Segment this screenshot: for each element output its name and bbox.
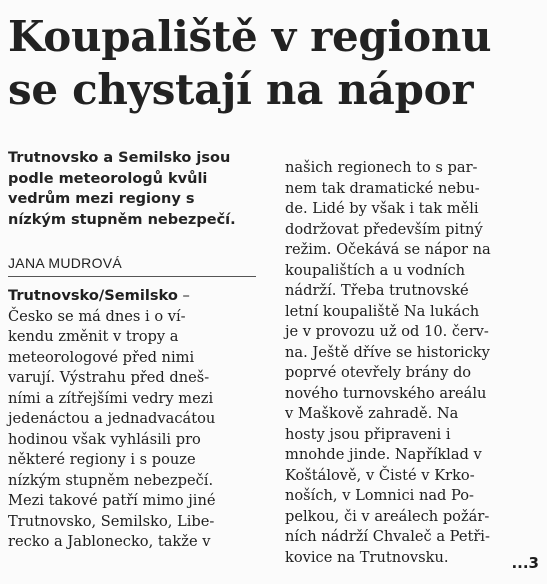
body-line: na. Ještě dříve se historicky [285,343,490,361]
article-lead [8,148,270,230]
body-line: hosty jsou připraveni i [285,425,451,443]
body-line: nového turnovského areálu [285,384,487,402]
body-line: ními a zítřejšími vedry mezi [8,389,214,407]
body-line: poprvé otevřely brány do [285,364,472,381]
lead-line: nízkým stupněm nebezpečí. [8,211,236,228]
body-line: dodržovat především pitný [285,220,483,238]
body-line: nádrží. Třeba trutnovské [285,282,469,299]
lead-line: vedrům mezi regiony s [8,191,195,207]
body-line: kovice na Trutnovsku. [285,548,449,566]
body-line: Koštálově, v Čisté v Krko- [285,466,475,484]
body-line: varují. Výstrahu před dneš- [8,369,210,386]
body-line: kendu změnit v tropy a [8,328,179,345]
body-line: je v provozu už od 10. červ- [285,323,489,340]
article-column-right [285,158,543,568]
dateline-dash: – [177,287,190,304]
body-line: režim. Očekává se nápor na [285,241,491,258]
body-line: koupalištích a u vodních [285,261,466,279]
body-line: některé regiony i s pouze [8,451,196,468]
article-body-right [285,158,543,568]
body-line: meteorologové před nimi [8,348,195,366]
body-line: našich regionech to s par- [285,159,478,176]
headline-line-2: se chystají na nápor [8,65,474,114]
article-column-left [8,148,270,553]
dateline: Trutnovsko/Semilsko [8,287,178,304]
body-line: Mezi takové patří mimo jiné [8,492,216,509]
body-line: v Maškově zahradě. Na [285,405,459,422]
body-line: ních nádrží Chvaleč a Petři- [285,528,490,545]
headline [8,10,543,116]
body-line: hodinou však vyhlásili pro [8,430,201,448]
body-line: letní koupaliště Na lukách [285,302,480,320]
body-line: recko a Jablonecko, takže v [8,533,211,550]
lead-line: podle meteorologů kvůli [8,170,208,187]
body-line: Trutnovsko, Semilsko, Libe- [8,512,215,530]
body-line [8,286,270,307]
lead-line: Trutnovsko a Semilsko jsou [8,150,231,166]
author-byline: JANA MUDROVÁ [8,255,256,277]
continued-on-page: ...3 [511,554,539,572]
body-line: noších, v Lomnici nad Po- [285,487,474,504]
article-body-left [8,286,270,553]
body-line: Česko se má dnes i o ví- [8,307,186,325]
body-line: mnohde jinde. Například v [285,446,482,463]
body-line: jedenáctou a jednadvacátou [8,410,216,427]
body-line: de. Lidé by však i tak měli [285,200,479,217]
body-line: nízkým stupněm nebezpečí. [8,471,214,489]
headline-line-1: Koupaliště v regionu [8,12,492,61]
body-line: nem tak dramatické nebu- [285,179,480,197]
body-line: pelkou, či v areálech požár- [285,507,490,525]
